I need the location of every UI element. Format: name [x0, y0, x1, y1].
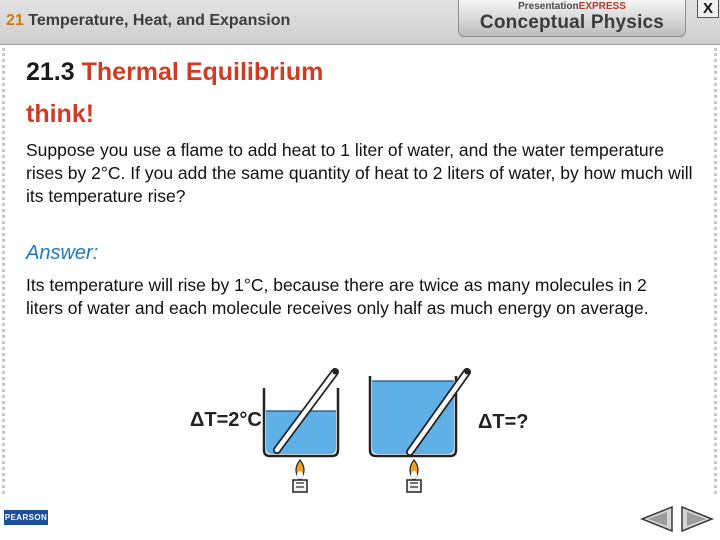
close-button[interactable]: X — [697, 0, 719, 18]
right-dotted-border — [714, 48, 717, 494]
chapter-heading — [6, 12, 290, 30]
brand-tagline: PresentationEXPRESS — [518, 1, 626, 12]
previous-slide-button[interactable] — [640, 505, 674, 533]
answer-label: Answer: — [26, 242, 99, 264]
beakers-illustration — [180, 366, 550, 494]
section-number: 21.3 — [26, 58, 75, 86]
chapter-number: 21 — [6, 12, 24, 29]
brand-logo — [458, 0, 686, 37]
left-flame-icon — [293, 460, 307, 492]
left-delta-t-label: ΔT=2°C — [190, 409, 262, 431]
pearson-logo: PEARSON — [4, 510, 48, 525]
brand-title: Conceptual Physics — [479, 12, 665, 33]
header-bar — [0, 0, 720, 45]
section-title: Thermal Equilibrium — [81, 58, 324, 86]
slide-title — [26, 58, 323, 87]
right-delta-t-label: ΔT=? — [478, 411, 529, 433]
answer-text: Its temperature will rise by 1°C, because there are twice as many molecules in 2 liters of water and each molecule receives only half as much energy on average. — [26, 275, 649, 318]
right-flame-icon — [407, 460, 421, 492]
think-label: think! — [26, 100, 95, 128]
left-dotted-border — [2, 48, 5, 494]
chapter-title: Temperature, Heat, and Expansion — [28, 12, 291, 29]
footer-bar — [0, 497, 720, 540]
question-text: Suppose you use a flame to add heat to 1 liter of water, and the water temperature rises by 2°C. If you add the same quantity of heat to 2 liters of water, by how much will its temperature rise? — [26, 140, 693, 206]
next-slide-button[interactable] — [680, 505, 714, 533]
